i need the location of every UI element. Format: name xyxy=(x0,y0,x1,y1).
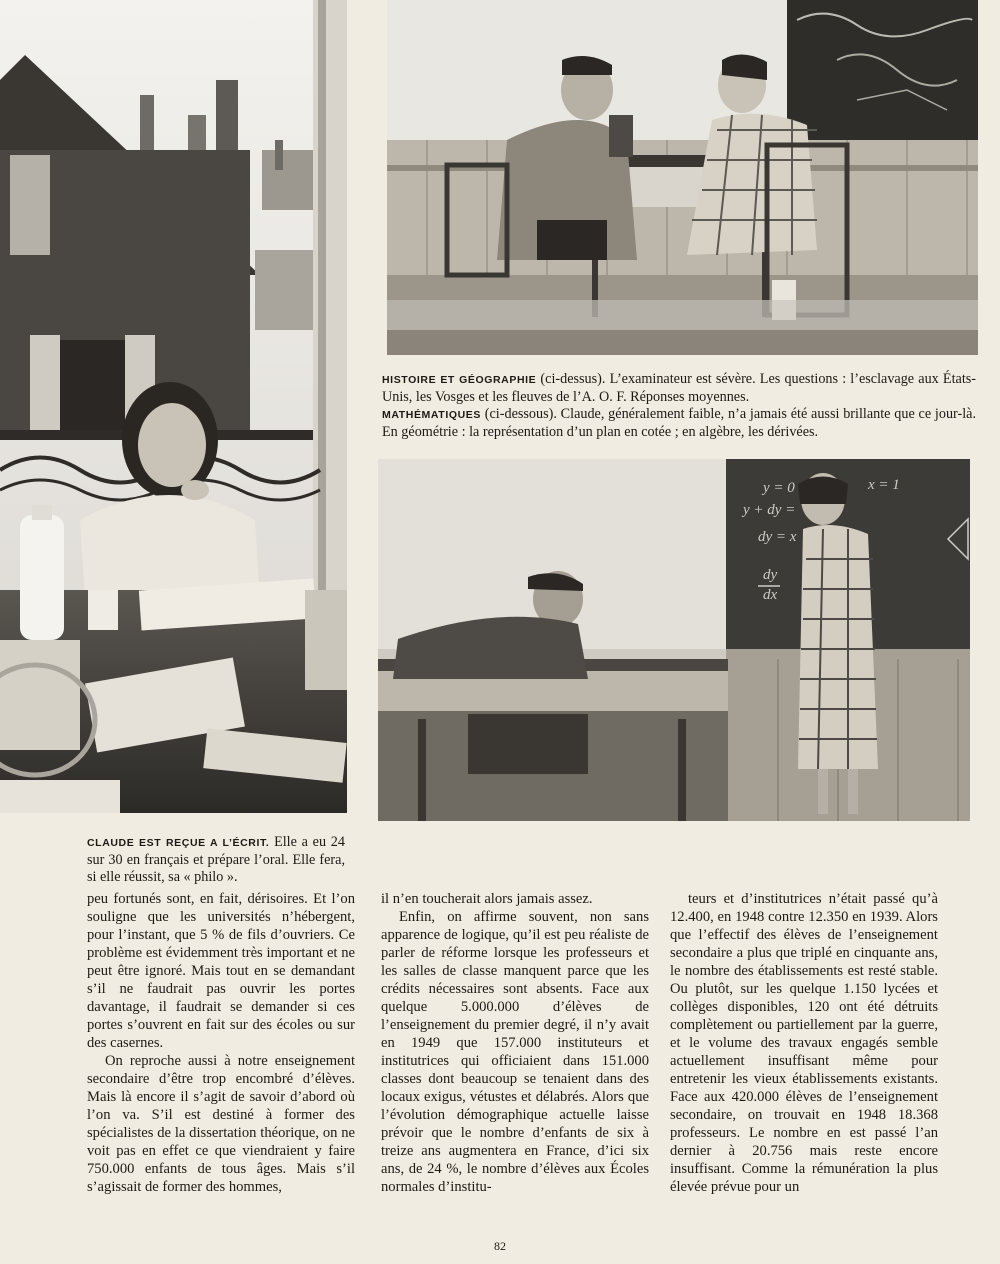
caption-maths xyxy=(382,406,976,441)
photo-claude-balcony xyxy=(0,0,347,813)
col2-paragraph-2: Enfin, on affirme souvent, non sans apparence de logique, qu’il est peu réaliste de parler de réforme lorsque les professeurs et les salles de classe manquent parce que les crédits nécessaires sont absents. Face aux quelque 5.000.000 d’élèves de l’enseignement du premier degré, il n’y avait en 1949 que 157.000 instituteurs et institutrices qui officiaient dans 151.000 classes dont beaucoup se tenaient dans des locaux exigus, vétustes et délabrés. Alors que l’évolution démographique actuelle laisse prévoir que le nombre d’enfants de six à treize ans augmentera en France, d’ici six ans, de 24 %, le nombre d’élèves aux Écoles normales d’institu- xyxy=(381,909,649,1195)
bb-line1: x = 1 xyxy=(868,477,900,493)
text-column-1 xyxy=(87,890,355,1196)
photo-histoire-geographie xyxy=(387,0,978,355)
col1-paragraph-1: peu fortunés sont, en fait, dérisoires. Et l’on souligne que les universités n’hébergent, pour l’instant, que 5 % de fils d’ouvriers. Ce problème est évidemment très important et ne peut être ignoré. Mais tout en se demandant s’il ne faudrait pas ouvrir les portes davantage, il faudrait se demander si ces portes s’ouvrent en fait sur des écoles ou sur des casernes. xyxy=(87,891,355,1051)
photo-mathematiques xyxy=(378,459,970,821)
text-column-2 xyxy=(381,890,649,1196)
caption-claude-lead: CLAUDE EST REÇUE A L’ÉCRIT. xyxy=(87,837,270,849)
text-column-3 xyxy=(670,890,938,1196)
caption-maths-lead: MATHÉMATIQUES xyxy=(382,409,481,421)
caption-histoire-lead: HISTOIRE ET GÉOGRAPHIE xyxy=(382,374,537,386)
caption-claude-text: Elle a eu 24 sur 30 en français et prépare l’oral. Elle fera, si elle réussit, sa « philo ». xyxy=(87,834,345,885)
col3-paragraph-1: teurs et d’institutrices n’était passé qu’à 12.400, en 1948 contre 12.350 en 1939. Alors que l’effectif des élèves de l’enseignement secondaire a plus que triplé en cinquante ans, le nombre des établissements est resté stable. Ou plutôt, sur les quelque 1.150 lycées et collèges disponibles, 120 ont été détruits complètement ou partiellement par la guerre, et le volume des travaux engagés semble actuellement insuffisant même pour entretenir les vieux établissements existants. Face aux 420.000 élèves de l’enseignement secondaire, on trouvait en 1948 18.368 professeurs. Le nombre en est passé l’an dernier à 20.756 mais reste encore insuffisant. Comme la rémunération la plus élevée prévue pour un xyxy=(670,891,938,1195)
col2-paragraph-1: il n’en toucherait alors jamais assez. xyxy=(381,891,593,907)
caption-claude xyxy=(87,834,345,886)
col1-paragraph-2: On reproche aussi à notre enseignement secondaire d’être trop encombré d’élèves. Mais là encore il s’agit de savoir d’abord où l’on va. S’il est destiné à former des spécialistes de la dissertation théorique, on ne voit pas en effet ce que viendraient y faire 750.000 enfants de tous âges. Mais s’il s’agissait de former des hommes, xyxy=(87,1053,355,1195)
caption-histoire-text: (ci-dessus). L’examinateur est sévère. Les questions : l’esclavage aux États-Unis, les Vosges et les fleuves de l’A. O. F. Réponses moyennes. xyxy=(382,371,977,405)
bb-line2: y = 0 xyxy=(763,480,795,496)
caption-maths-text: (ci-dessous). Claude, généralement faible, n’a jamais été aussi brillante que ce jour-là. En géométrie : la représentation d’un plan en cotée ; en algèbre, les dérivées. xyxy=(382,406,976,440)
page-number: 82 xyxy=(494,1239,506,1253)
bb-line3: y + dy = xyxy=(743,502,796,518)
caption-histoire xyxy=(382,371,976,406)
bb-line5: dy xyxy=(763,567,778,583)
bb-line6: dx xyxy=(763,587,778,603)
bb-line4: dy = x xyxy=(758,529,797,545)
